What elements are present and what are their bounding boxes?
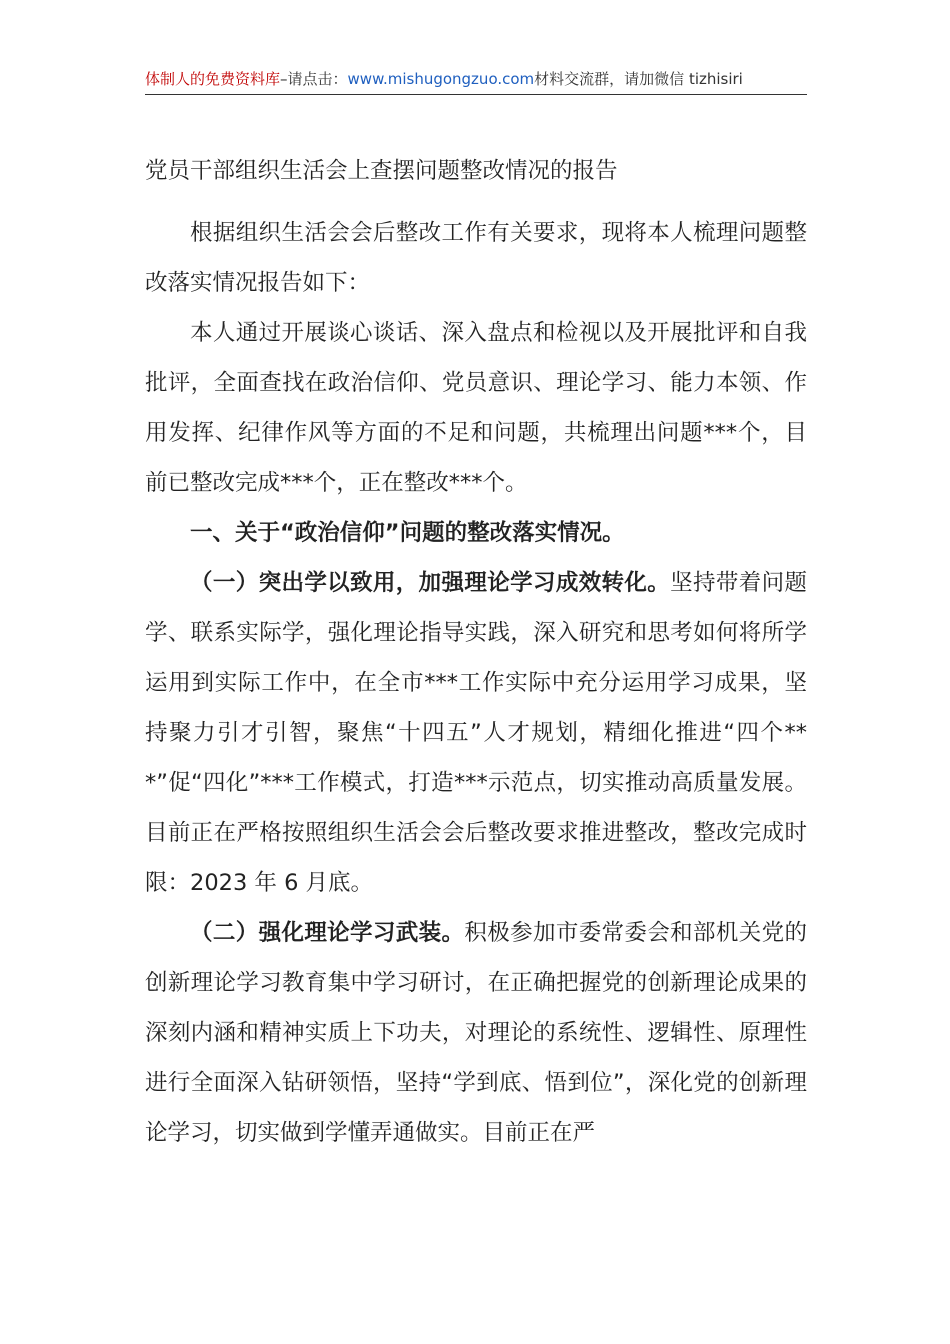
- item-1-lead: （一）突出学以致用，加强理论学习成效转化。: [190, 570, 671, 596]
- item-1-body: 坚持带着问题学、联系实际学，强化理论指导实践，深入研究和思考如何将所学运用到实际工作中，在全市***工作实际中充分运用学习成果，坚持聚力引才引智，聚焦“十四五”人才规划，精细化推进“四个***”促“四化”***工作模式，打造***示范点，切实推动高质量发展。目前正在严格按照组织生活会会后整改要求推进整改，整改完成时限：2023 年 6 月底。: [145, 570, 807, 896]
- document-title: 党员干部组织生活会上查摆问题整改情况的报告: [145, 158, 618, 184]
- document-body: [145, 146, 807, 1158]
- summary-paragraph: 本人通过开展谈心谈话、深入盘点和检视以及开展批评和自我批评，全面查找在政治信仰、党员意识、理论学习、能力本领、作用发挥、纪律作风等方面的不足和问题，共梳理出问题***个，目前已整改完成***个，正在整改***个。: [145, 320, 807, 496]
- intro-paragraph: 根据组织生活会会后整改工作有关要求，现将本人梳理问题整改落实情况报告如下：: [145, 220, 807, 296]
- header-prompt: –请点击：: [280, 70, 348, 88]
- item-paragraph-2: [145, 908, 807, 1158]
- header-contact-text: 材料交流群，请加微信 tizhisiri: [534, 70, 743, 88]
- header-url-link[interactable]: www.mishugongzuo.com: [347, 70, 535, 88]
- header-site-name[interactable]: 体制人的免费资料库: [145, 70, 281, 88]
- item-2-body: 积极参加市委常委会和部机关党的创新理论学习教育集中学习研讨，在正确把握党的创新理论成果的深刻内涵和精神实质上下功夫，对理论的系统性、逻辑性、原理性进行全面深入钻研领悟，坚持“学到底、悟到位”，深化党的创新理论学习，切实做到学懂弄通做实。目前正在严: [145, 920, 807, 1146]
- item-paragraph-1: [145, 558, 807, 908]
- item-2-lead: （二）强化理论学习武装。: [190, 920, 465, 946]
- page-header: [145, 68, 807, 95]
- section-heading-political-belief: 一、关于“政治信仰”问题的整改落实情况。: [190, 520, 625, 546]
